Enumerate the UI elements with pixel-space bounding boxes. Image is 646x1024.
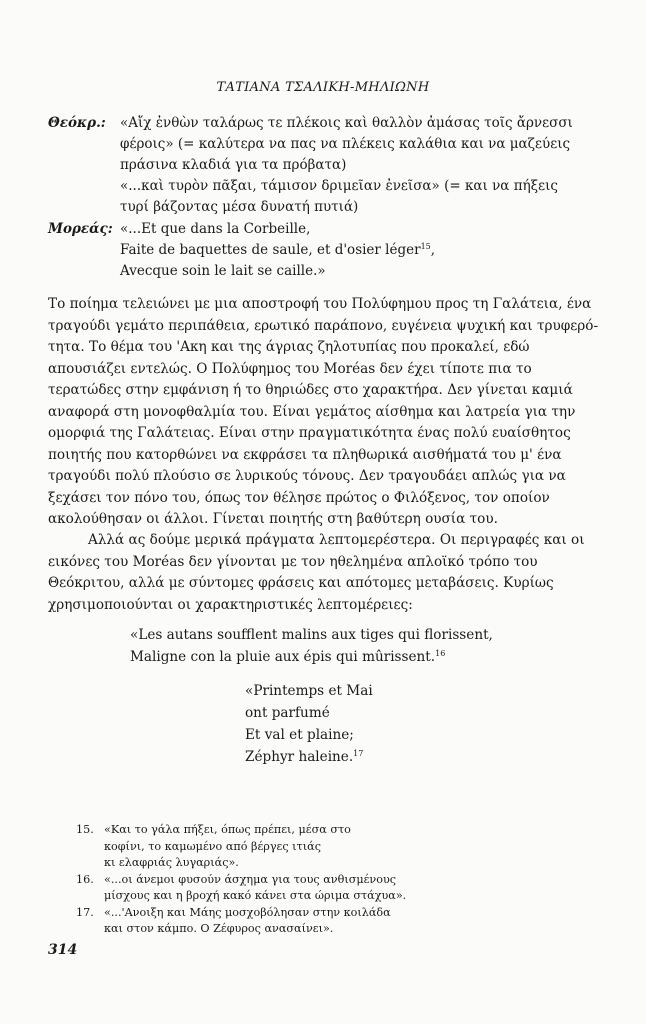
verse-quote-1 (130, 624, 493, 668)
paragraph-line: Αλλά ας δούμε μερικά πράγματα λεπτομερέστερα. Οι περιγραφές και οι (88, 532, 585, 548)
paragraph-line: απουσιάζει εντελώς. Ο Πολύφημος του Moréas δεν έχει τίποτε πια το (48, 360, 532, 377)
paragraph-line: τραγούδι γεμάτο περιπάθεια, ερωτικό παράπονο, ευγένεια ψυχική και τρυφερό- (48, 317, 599, 334)
page-number: 314 (48, 942, 78, 958)
paragraph-line: ποιητής που κατορθώνει να εκφράσει τα πληθωρικά αισθήματά του μ' ένα (48, 446, 562, 463)
verse-line: ont parfumé (245, 705, 330, 721)
paragraph-line: εικόνες του Moréas δεν γίνονται με τον ηθελημένα απλοϊκό τρόπο του (48, 553, 538, 570)
paragraph-line: Το ποίημα τελειώνει με μια αποστροφή του Πολύφημου προς τη Γαλάτεια, ένα (48, 296, 592, 312)
dialogue-line: «...Et que dans la Corbeille, (120, 221, 311, 237)
footnote-line: κοφίνι, το καμωμένο από βέργες ιτιάς (104, 839, 321, 853)
footnotes (76, 822, 596, 938)
dialogue-line-text: Faite de baquettes de saule, et d'osier léger (120, 242, 421, 258)
verse-line: «Les autans soufflent malins aux tiges qui florissent, (130, 627, 493, 643)
footnote-17 (76, 905, 596, 938)
footnote-line: μίσχους και η βροχή κακό κάνει στα ώριμα στάχυα». (104, 889, 407, 902)
footnote-line: κι ελαφριάς λυγαριάς». (104, 856, 239, 869)
verse-line: «Printemps et Mai (245, 683, 373, 699)
paragraph-line: χρησιμοποιούνται οι χαρακτηριστικές λεπτομέρειες: (48, 596, 413, 613)
footnote-16 (76, 872, 596, 905)
dialogue-moreas (48, 219, 608, 282)
paragraph-line: ακολούθησαν οι άλλοι. Γίνεται ποιητής στη βαθύτερη ουσία του. (48, 511, 498, 527)
dialogue-line: Faite de baquettes de saule, et d'osier léger$^{15}$, (120, 242, 436, 258)
verse-line (130, 646, 493, 668)
paragraph-2 (48, 530, 608, 616)
footnote-ref: 17 (353, 749, 364, 758)
paragraph-line: ξεχάσει τον πόνο του, όπως τον θέλησε πρώτος ο Φιλόξενος, τον οποίον (48, 489, 550, 506)
dialogue-line: «Αἴχ ἐνθὼν ταλάρως τε πλέκοις καὶ θαλλὸν ἀμάσας τοῖς ἄρνεσσι (120, 115, 573, 131)
footnote-ref: 16 (435, 649, 446, 658)
speaker-label: Θεόκρ.: (48, 115, 106, 131)
speaker-label: Μορεάς: (48, 221, 113, 237)
paragraph-1 (48, 294, 608, 531)
verse-line: Et val et plaine; (245, 727, 354, 743)
verse-line-text: Maligne con la pluie aux épis qui mûrissent. (130, 649, 436, 665)
dialogue-line: τυρί βάζοντας μέσα δυνατή πυτιά) (120, 199, 359, 215)
footnote-line: και στον κάμπο. Ο Ζέφυρος ανασαίνει». (104, 922, 334, 935)
paragraph-line: τραγούδι πολύ πλούσιο σε λυρικούς τόνους. Δεν τραγουδάει απλώς για να (48, 468, 566, 484)
dialogue-line: «...καὶ τυρὸν πᾶξαι, τάμισον δριμεῖαν ἐνεῖσα» (= και να πήξεις (120, 178, 558, 194)
footnote-15 (76, 822, 596, 872)
verse-line-text: Zéphyr haleine. (245, 749, 354, 765)
footnote-number: 15. (76, 823, 94, 836)
dialogue-text (120, 219, 608, 282)
footnote-line: «...'Ανοιξη και Μάης μοσχοβόλησαν στην κοιλάδα (104, 905, 391, 919)
paragraph-line: τερατώδες στην εμφάνιση ή το θηριώδες στο χαρακτήρα. Δεν γίνεται καμιά (48, 382, 573, 398)
footnote-number: 17. (76, 905, 94, 919)
paragraph-line: τητα. Το θέμα του 'Ακη και της άγριας ζηλοτυπίας που προκαλεί, εδώ (48, 339, 530, 355)
verse-line (245, 746, 373, 768)
running-head: ΤΑΤΙΑΝΑ ΤΣΑΛΙΚΗ-ΜΗΛΙΩΝΗ (216, 80, 430, 95)
dialogue-theocritus (48, 113, 608, 218)
footnote-line: «Και το γάλα πήξει, όπως πρέπει, μέσα στο (104, 823, 351, 836)
dialogue-text (120, 113, 608, 218)
verse-quote-2 (245, 680, 373, 768)
footnote-number: 16. (76, 872, 94, 886)
dialogue-line: Avecque soin le lait se caille.» (120, 263, 326, 279)
footnote-ref: 15 (420, 242, 431, 251)
footnote-line: «...οι άνεμοι φυσούν άσχημα για τους ανθισμένους (104, 872, 397, 886)
dialogue-line: πράσινα κλαδιά για τα πρόβατα) (120, 157, 347, 173)
paragraph-line: ομορφιά της Γαλάτειας. Είναι στην πραγματικότητα ένας πολύ ευαίσθητος (48, 425, 571, 441)
paragraph-line: αναφορά στη μονοφθαλμία του. Είναι γεμάτος αίσθημα και λατρεία για την (48, 403, 576, 420)
paragraph-line: Θεόκριτου, αλλά με σύντομες φράσεις και απότομες μεταβάσεις. Κυρίως (48, 575, 554, 591)
dialogue-line: φέροις» (= καλύτερα να πας να πλέκεις καλάθια και να μαζεύεις (120, 136, 571, 152)
